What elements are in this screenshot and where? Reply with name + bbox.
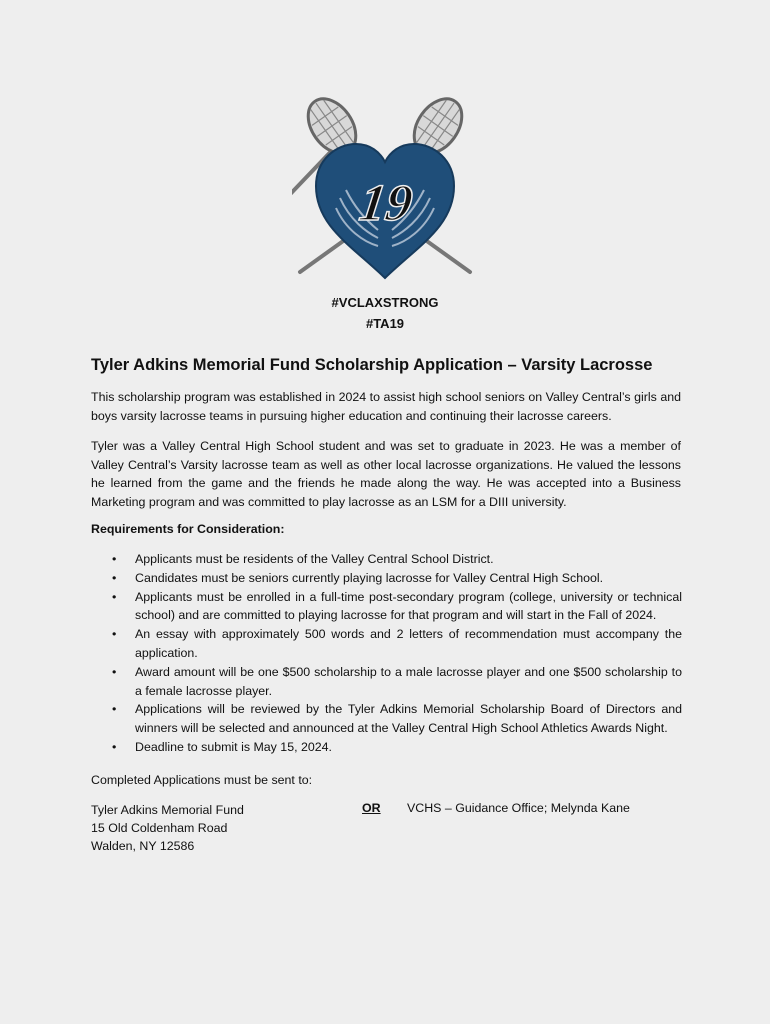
lacrosse-heart-logo — [292, 96, 478, 282]
intro-paragraph: This scholarship program was established in 2024 to assist high school seniors on Valley Central’s girls and boys varsity lacrosse teams in pursuing higher education and continuing their lacrosse careers. — [91, 390, 681, 423]
bullet-icon: • — [112, 589, 117, 604]
requirement-text: Deadline to submit is May 15, 2024. — [135, 739, 332, 754]
list-item — [112, 588, 682, 626]
hashtag-vclaxstrong: #VCLAXSTRONG — [331, 295, 439, 310]
list-item — [112, 550, 682, 569]
bullet-icon: • — [112, 552, 117, 566]
list-item — [112, 625, 682, 663]
bullet-icon: • — [112, 739, 117, 754]
bullet-icon: • — [112, 627, 117, 642]
document-title: Tyler Adkins Memorial Fund Scholarship Application – Varsity Lacrosse — [91, 356, 653, 374]
bullet-icon: • — [112, 664, 117, 679]
requirement-text: Applications will be reviewed by the Tyler Adkins Memorial Scholarship Board of Directors and winners will be selected and announced at the Valley Central High School Athletics Awards Night. — [135, 702, 682, 736]
mailing-address — [91, 801, 244, 856]
address-line: Tyler Adkins Memorial Fund — [91, 803, 244, 817]
requirement-text: Applicants must be enrolled in a full-time post-secondary program (college, university or technical school) and are committed to playing lacrosse for that program and will start in the Fall of 2024. — [135, 589, 682, 623]
requirements-heading: Requirements for Consideration: — [91, 522, 285, 536]
address-line: Walden, NY 12586 — [91, 839, 195, 854]
requirement-text: Applicants must be residents of the Valley Central School District. — [135, 552, 494, 566]
hashtag-ta19: #TA19 — [365, 316, 405, 331]
list-item — [112, 700, 682, 738]
requirements-list — [112, 550, 682, 757]
alternative-recipient: VCHS – Guidance Office; Melynda Kane — [407, 801, 630, 815]
bullet-icon: • — [112, 570, 117, 585]
bullet-icon: • — [112, 702, 117, 717]
list-item — [112, 663, 682, 701]
logo-number: 19 — [355, 174, 417, 232]
list-item — [112, 569, 682, 588]
address-line: 15 Old Coldenham Road — [91, 821, 228, 836]
submission-intro: Completed Applications must be sent to: — [91, 773, 313, 787]
list-item — [112, 738, 682, 757]
or-label: OR — [362, 801, 381, 815]
requirement-text: Award amount will be one $500 scholarship to a male lacrosse player and one $500 scholarship to a female lacrosse player. — [135, 664, 682, 698]
requirement-text: Candidates must be seniors currently playing lacrosse for Valley Central High School. — [135, 570, 604, 585]
biography-paragraph: Tyler was a Valley Central High School student and was set to graduate in 2023. He was a member of Valley Central’s Varsity lacrosse team as well as other local lacrosse organizations. He valued the lessons he learned from the game and the friends he made along the way. He was accepted into a Business Marketing program and was committed to play lacrosse as an LSM for a DIII university. — [91, 439, 681, 509]
requirement-text: An essay with approximately 500 words and 2 letters of recommendation must accompany the application. — [135, 627, 682, 660]
